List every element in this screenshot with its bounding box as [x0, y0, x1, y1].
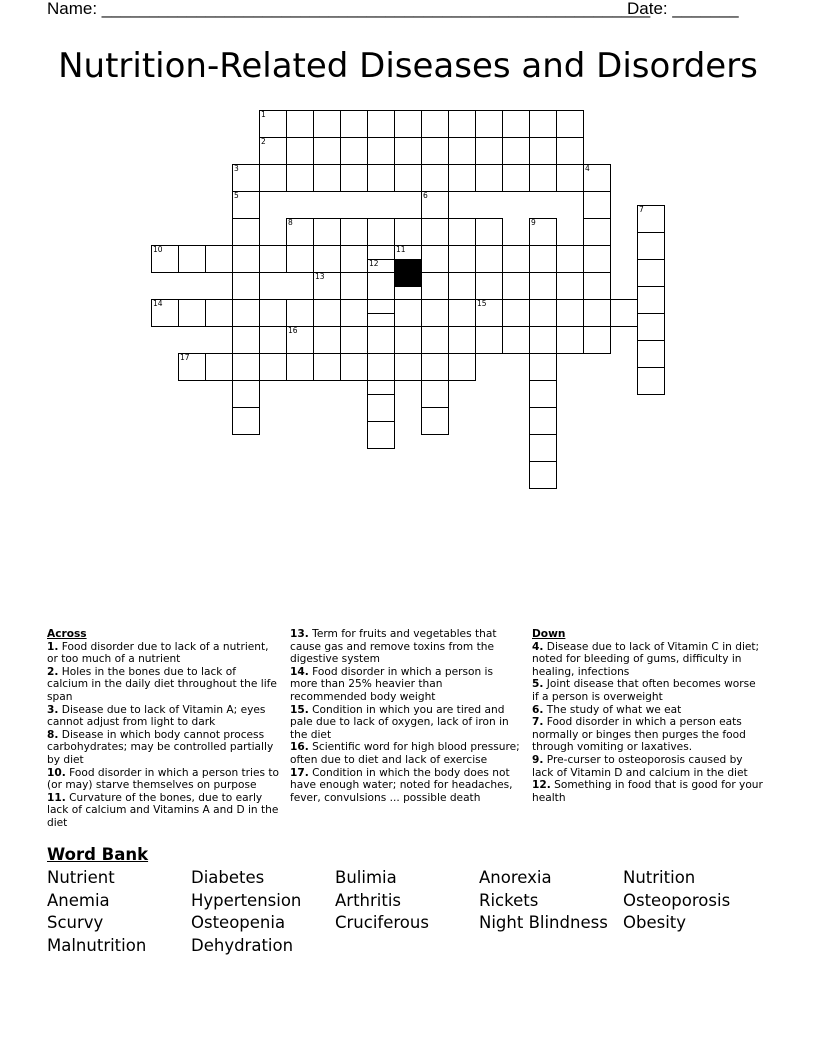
- crossword-cell[interactable]: [394, 218, 422, 246]
- across-heading: Across: [47, 628, 87, 640]
- crossword-cell[interactable]: [529, 164, 557, 192]
- crossword-cell[interactable]: [232, 326, 260, 354]
- crossword-cell[interactable]: [259, 164, 287, 192]
- crossword-cell[interactable]: [313, 353, 341, 381]
- crossword-cell[interactable]: [340, 245, 368, 273]
- crossword-cell[interactable]: [178, 245, 206, 273]
- clue-across-8: 8. Disease in which body cannot process carbohydrates; may be controlled partially by diet: [47, 728, 274, 766]
- crossword-cell[interactable]: [340, 164, 368, 192]
- crossword-cell[interactable]: [313, 299, 341, 327]
- crossword-cell[interactable]: [529, 326, 557, 354]
- crossword-cell[interactable]: [448, 272, 476, 300]
- crossword-cell[interactable]: [502, 137, 530, 165]
- word-bank-item: Cruciferous: [335, 913, 429, 933]
- crossword-cell[interactable]: [367, 218, 395, 246]
- word-bank-item: Dehydration: [191, 935, 294, 955]
- clue-across-11: 11. Curvature of the bones, due to early lack of calcium and Vitamins A and D in the diet: [47, 791, 279, 829]
- crossword-cell[interactable]: [394, 353, 422, 381]
- crossword-cell[interactable]: [502, 164, 530, 192]
- crossword-cell[interactable]: [205, 245, 233, 273]
- crossword-cell[interactable]: [340, 218, 368, 246]
- clue-down-5: 5. Joint disease that often becomes worse if a person is overweight: [532, 678, 756, 703]
- clue-number-8-across: 8: [288, 218, 293, 227]
- crossword-cell[interactable]: [556, 272, 584, 300]
- down-heading: Down: [532, 628, 566, 640]
- clue-number-2-across: 2: [261, 137, 266, 146]
- crossword-cell[interactable]: [367, 394, 395, 422]
- crossword-cell[interactable]: [367, 326, 395, 354]
- clue-down-9: 9. Pre-curser to osteoporosis caused by lack of Vitamin D and calcium in the diet: [532, 753, 748, 779]
- crossword-cell[interactable]: [448, 218, 476, 246]
- crossword-cell[interactable]: [475, 245, 503, 273]
- crossword-cell[interactable]: [286, 245, 314, 273]
- crossword-cell[interactable]: [556, 110, 584, 138]
- crossword-cell[interactable]: [178, 299, 206, 327]
- crossword-cell[interactable]: [367, 272, 395, 300]
- crossword-cell[interactable]: [502, 245, 530, 273]
- across-clues-column-2: [290, 628, 522, 804]
- crossword-cell[interactable]: [556, 245, 584, 273]
- crossword-cell[interactable]: [502, 326, 530, 354]
- word-bank-item: Nutrition: [623, 868, 696, 887]
- crossword-cell[interactable]: [232, 407, 260, 435]
- crossword-cell[interactable]: [610, 299, 638, 327]
- crossword-cell[interactable]: [394, 110, 422, 138]
- crossword-cell[interactable]: [637, 313, 665, 341]
- crossword-cell[interactable]: [421, 218, 449, 246]
- down-clues-column: [532, 628, 764, 804]
- crossword-cell[interactable]: [637, 340, 665, 368]
- crossword-cell[interactable]: [529, 407, 557, 435]
- clue-down-6: 6. The study of what we eat: [532, 703, 682, 716]
- crossword-cell[interactable]: [529, 434, 557, 462]
- crossword-cell[interactable]: [529, 272, 557, 300]
- across-clues-column-1: [47, 628, 279, 830]
- crossword-cell[interactable]: [529, 380, 557, 408]
- clue-across-14: 14. Food disorder in which a person is more than 25% heavier than recommended body weight: [290, 665, 493, 703]
- crossword-cell[interactable]: [313, 218, 341, 246]
- crossword-cell[interactable]: [367, 164, 395, 192]
- clue-number-11-across: 11: [396, 245, 406, 254]
- crossword-cell[interactable]: [637, 259, 665, 287]
- clue-across-13: 13. Term for fruits and vegetables that cause gas and remove toxins from the digestive system: [290, 628, 497, 666]
- clue-across-16: 16. Scientific word for high blood pressure; often due to diet and lack of exercise: [290, 741, 520, 766]
- crossword-cell[interactable]: [205, 353, 233, 381]
- crossword-cell[interactable]: [583, 272, 611, 300]
- crossword-cell[interactable]: [286, 353, 314, 381]
- clue-across-1: 1. Food disorder due to lack of a nutrient, or too much of a nutrient: [47, 640, 269, 666]
- clue-across-3: 3. Disease due to lack of Vitamin A; eyes cannot adjust from light to dark: [47, 703, 266, 729]
- crossword-cell[interactable]: [232, 245, 260, 273]
- word-bank-item: Hypertension: [191, 890, 302, 910]
- clue-number-17-across: 17: [180, 353, 190, 362]
- crossword-cell[interactable]: [448, 137, 476, 165]
- word-bank-item: Bulimia: [335, 868, 397, 887]
- crossword-cell[interactable]: [502, 299, 530, 327]
- crossword-cell[interactable]: [556, 164, 584, 192]
- crossword-cell[interactable]: [475, 110, 503, 138]
- black-square: [394, 259, 422, 287]
- crossword-cell[interactable]: [340, 353, 368, 381]
- crossword-cell[interactable]: [340, 326, 368, 354]
- crossword-cell[interactable]: [286, 137, 314, 165]
- crossword-cell[interactable]: [313, 110, 341, 138]
- name-field[interactable]: Name: __________________________________________________________: [47, 0, 651, 18]
- word-bank-item: Night Blindness: [479, 913, 608, 933]
- crossword-cell[interactable]: [232, 380, 260, 408]
- clue-down-4: 4. Disease due to lack of Vitamin C in diet; noted for bleeding of gums, difficulty in healing, infections: [532, 640, 760, 678]
- crossword-cell[interactable]: [529, 137, 557, 165]
- clue-number-7-down: 7: [639, 204, 644, 214]
- crossword-cell[interactable]: [313, 326, 341, 354]
- crossword-cell[interactable]: [502, 110, 530, 138]
- crossword-cell[interactable]: [529, 353, 557, 381]
- crossword-cell[interactable]: [529, 299, 557, 327]
- crossword-cell[interactable]: [340, 110, 368, 138]
- clue-across-17: 17. Condition in which the body does not have enough water; noted for headaches, fever, convulsions ... possible death: [290, 766, 513, 804]
- crossword-cell[interactable]: [475, 137, 503, 165]
- crossword-cell[interactable]: [583, 218, 611, 246]
- clue-down-12: 12. Something in food that is good for your health: [532, 779, 763, 804]
- crossword-cell[interactable]: [529, 245, 557, 273]
- crossword-cell[interactable]: [259, 353, 287, 381]
- crossword-cell[interactable]: [286, 299, 314, 327]
- crossword-cell[interactable]: [637, 367, 665, 395]
- crossword-cell[interactable]: [556, 137, 584, 165]
- crossword-cell[interactable]: [529, 110, 557, 138]
- crossword-cell[interactable]: [421, 380, 449, 408]
- crossword-cell[interactable]: [286, 110, 314, 138]
- word-bank-item: Diabetes: [191, 868, 265, 887]
- word-bank-item: Anorexia: [479, 868, 552, 887]
- crossword-cell[interactable]: [475, 272, 503, 300]
- crossword-cell[interactable]: [205, 299, 233, 327]
- crossword-cell[interactable]: [313, 164, 341, 192]
- word-bank-item: Nutrient: [47, 868, 115, 887]
- crossword-cell[interactable]: [421, 326, 449, 354]
- word-bank-item: Obesity: [623, 913, 687, 933]
- word-bank-item: Osteopenia: [191, 913, 286, 933]
- crossword-cell[interactable]: [286, 164, 314, 192]
- page-title: Nutrition-Related Diseases and Disorders: [58, 46, 758, 86]
- clue-number-9-down: 9: [531, 218, 536, 227]
- crossword-cell[interactable]: [475, 218, 503, 246]
- word-bank-item: Scurvy: [47, 913, 104, 933]
- word-bank-item: Arthritis: [335, 890, 402, 910]
- crossword-cell[interactable]: [367, 421, 395, 449]
- crossword-cell[interactable]: [259, 245, 287, 273]
- word-bank-item: Malnutrition: [47, 935, 147, 955]
- crossword-cell[interactable]: [313, 245, 341, 273]
- crossword-cell[interactable]: [367, 137, 395, 165]
- crossword-cell[interactable]: [421, 353, 449, 381]
- crossword-cell[interactable]: [259, 299, 287, 327]
- crossword-cell[interactable]: [421, 110, 449, 138]
- clue-number-4-down: 4: [585, 164, 590, 173]
- clue-number-1-across: 1: [261, 110, 266, 119]
- crossword-cell[interactable]: [583, 191, 611, 219]
- crossword-cell[interactable]: [367, 353, 395, 381]
- crossword-cell[interactable]: [421, 299, 449, 327]
- crossword-cell[interactable]: [529, 461, 557, 489]
- crossword-cell[interactable]: [232, 353, 260, 381]
- word-bank-title: Word Bank: [47, 845, 149, 864]
- crossword-cell[interactable]: [475, 164, 503, 192]
- crossword-cell[interactable]: [448, 164, 476, 192]
- date-field[interactable]: Date: _______: [627, 0, 739, 18]
- crossword-cell[interactable]: [556, 299, 584, 327]
- crossword-cell[interactable]: [583, 299, 611, 327]
- crossword-cell[interactable]: [448, 110, 476, 138]
- clue-number-3-across: 3: [234, 164, 239, 173]
- crossword-cell[interactable]: [583, 245, 611, 273]
- crossword-cell[interactable]: [583, 326, 611, 354]
- crossword-cell[interactable]: [421, 164, 449, 192]
- clue-number-14-across: 14: [153, 299, 163, 308]
- crossword-cell[interactable]: [367, 110, 395, 138]
- crossword-cell[interactable]: [421, 245, 449, 273]
- crossword-cell[interactable]: [232, 272, 260, 300]
- clue-number-13-across: 13: [315, 272, 325, 281]
- clue-down-7: 7. Food disorder in which a person eats normally or binges then purges the food through vomiting or laxatives.: [532, 716, 746, 754]
- clue-number-16-across: 16: [288, 326, 298, 335]
- word-bank-item: Osteoporosis: [623, 890, 731, 910]
- crossword-cell[interactable]: [394, 137, 422, 165]
- clue-across-10: 10. Food disorder in which a person tries to (or may) starve themselves on purpose: [47, 766, 280, 792]
- word-bank-item: Anemia: [47, 890, 110, 910]
- crossword-cell[interactable]: [448, 326, 476, 354]
- clue-number-10-across: 10: [153, 245, 163, 254]
- clue-number-15-across: 15: [477, 299, 487, 308]
- crossword-cell[interactable]: [556, 326, 584, 354]
- crossword-cell[interactable]: [340, 272, 368, 300]
- crossword-cell[interactable]: [340, 137, 368, 165]
- crossword-cell[interactable]: [232, 218, 260, 246]
- crossword-cell[interactable]: [475, 326, 503, 354]
- word-bank-item: Rickets: [479, 890, 539, 910]
- crossword-cell[interactable]: [421, 137, 449, 165]
- clue-across-15: 15. Condition in which you are tired and pale due to lack of oxygen, lack of iron in the diet: [290, 703, 509, 741]
- crossword-cell[interactable]: [313, 137, 341, 165]
- crossword-cell[interactable]: [637, 232, 665, 260]
- crossword-cell[interactable]: [394, 164, 422, 192]
- crossword-cell[interactable]: [232, 299, 260, 327]
- clue-number-5-down: 5: [234, 191, 239, 200]
- clue-across-2: 2. Holes in the bones due to lack of calcium in the daily diet throughout the life span: [47, 665, 277, 703]
- crossword-cell[interactable]: [394, 326, 422, 354]
- crossword-cell[interactable]: [421, 272, 449, 300]
- crossword-cell[interactable]: [637, 286, 665, 314]
- crossword-cell[interactable]: [502, 272, 530, 300]
- clue-number-12-down: 12: [369, 258, 379, 268]
- crossword-cell[interactable]: [421, 407, 449, 435]
- clue-number-6-down: 6: [423, 191, 428, 200]
- crossword-cell[interactable]: [448, 353, 476, 381]
- crossword-cell[interactable]: [448, 245, 476, 273]
